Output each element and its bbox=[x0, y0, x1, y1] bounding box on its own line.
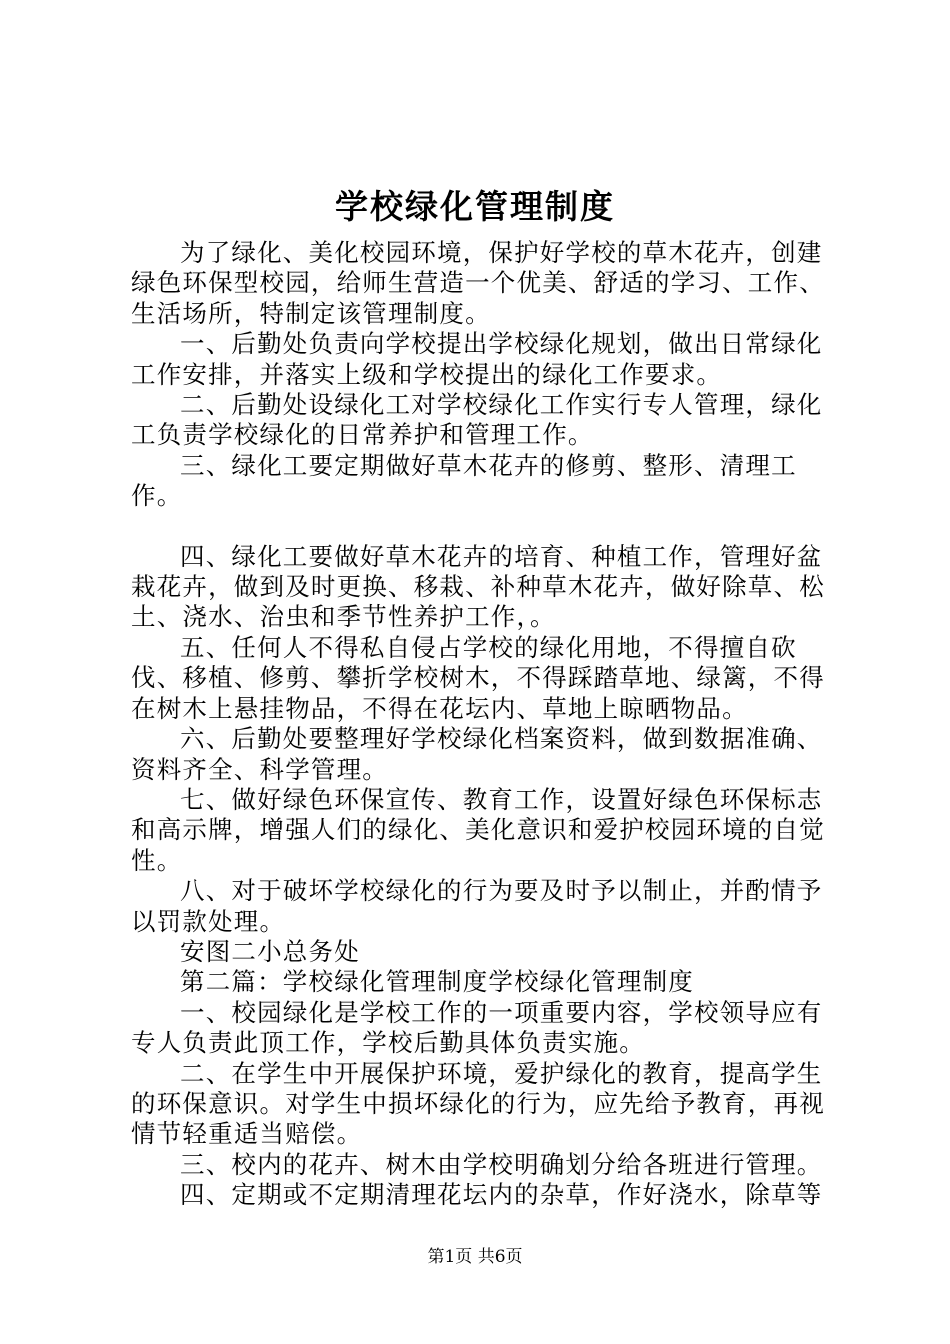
paragraph-item-2: 二、后勤处设绿化工对学校绿化工作实行专人管理，绿化工负责学校绿化的日常养护和管理工作。 bbox=[131, 390, 823, 450]
paragraph-intro: 为了绿化、美化校园环境，保护好学校的草木花卉，创建绿色环保型校园，给师生营造一个优美、舒适的学习、工作、生活场所，特制定该管理制度。 bbox=[131, 238, 825, 328]
paragraph-item-4: 四、绿化工要做好草木花卉的培育、种植工作，管理好盆栽花卉，做到及时更换、移栽、补种草木花卉，做好除草、松土、浇水、治虫和季节性养护工作，。 bbox=[131, 541, 825, 632]
paragraph-section-two-item-3: 三、校内的花卉、树木由学校明确划分给各班进行管理。 bbox=[180, 1149, 823, 1179]
paragraph-item-5: 五、任何人不得私自侵占学校的绿化用地，不得擅自砍伐、移植、修剪、攀折学校树木，不得踩踏草地、绿篱，不得在树木上悬挂物品，不得在花坛内、草地上晾晒物品。 bbox=[131, 632, 825, 723]
page-number: 第1页 共6页 bbox=[427, 1247, 523, 1267]
document-body bbox=[131, 238, 831, 1211]
paragraph-item-1: 一、后勤处负责向学校提出学校绿化规划，做出日常绿化工作安排，并落实上级和学校提出的绿化工作要求。 bbox=[131, 329, 823, 389]
paragraph-item-6: 六、后勤处要整理好学校绿化档案资料，做到数据准确、资料齐全、科学管理。 bbox=[131, 724, 823, 784]
document-title: 学校绿化管理制度 bbox=[335, 187, 615, 226]
paragraph-section-two-heading: 第二篇：学校绿化管理制度学校绿化管理制度 bbox=[180, 967, 694, 997]
paragraph-item-7: 七、做好绿色环保宣传、教育工作，设置好绿色环保标志和高示牌，增强人们的绿化、美化意识和爱护校园环境的自觉性。 bbox=[131, 784, 825, 875]
paragraph-item-3: 三、绿化工要定期做好草木花卉的修剪、整形、清理工作。 bbox=[131, 450, 797, 511]
paragraph-signature: 安图二小总务处 bbox=[180, 936, 360, 966]
paragraph-section-two-item-1: 一、校园绿化是学校工作的一项重要内容，学校领导应有专人负责此顶工作，学校后勤具体负责实施。 bbox=[131, 997, 823, 1058]
paragraph-item-8: 八、对于破坏学校绿化的行为要及时予以制止，并酌情予以罚款处理。 bbox=[131, 876, 823, 936]
paragraph-section-two-item-4: 四、定期或不定期清理花坛内的杂草，作好浇水，除草等 bbox=[180, 1180, 823, 1210]
paragraph-section-two-item-2: 二、在学生中开展保护环境，爱护绿化的教育，提高学生的环保意识。对学生中损坏绿化的行为，应先给予教育，再视情节轻重适当赔偿。 bbox=[131, 1058, 825, 1149]
